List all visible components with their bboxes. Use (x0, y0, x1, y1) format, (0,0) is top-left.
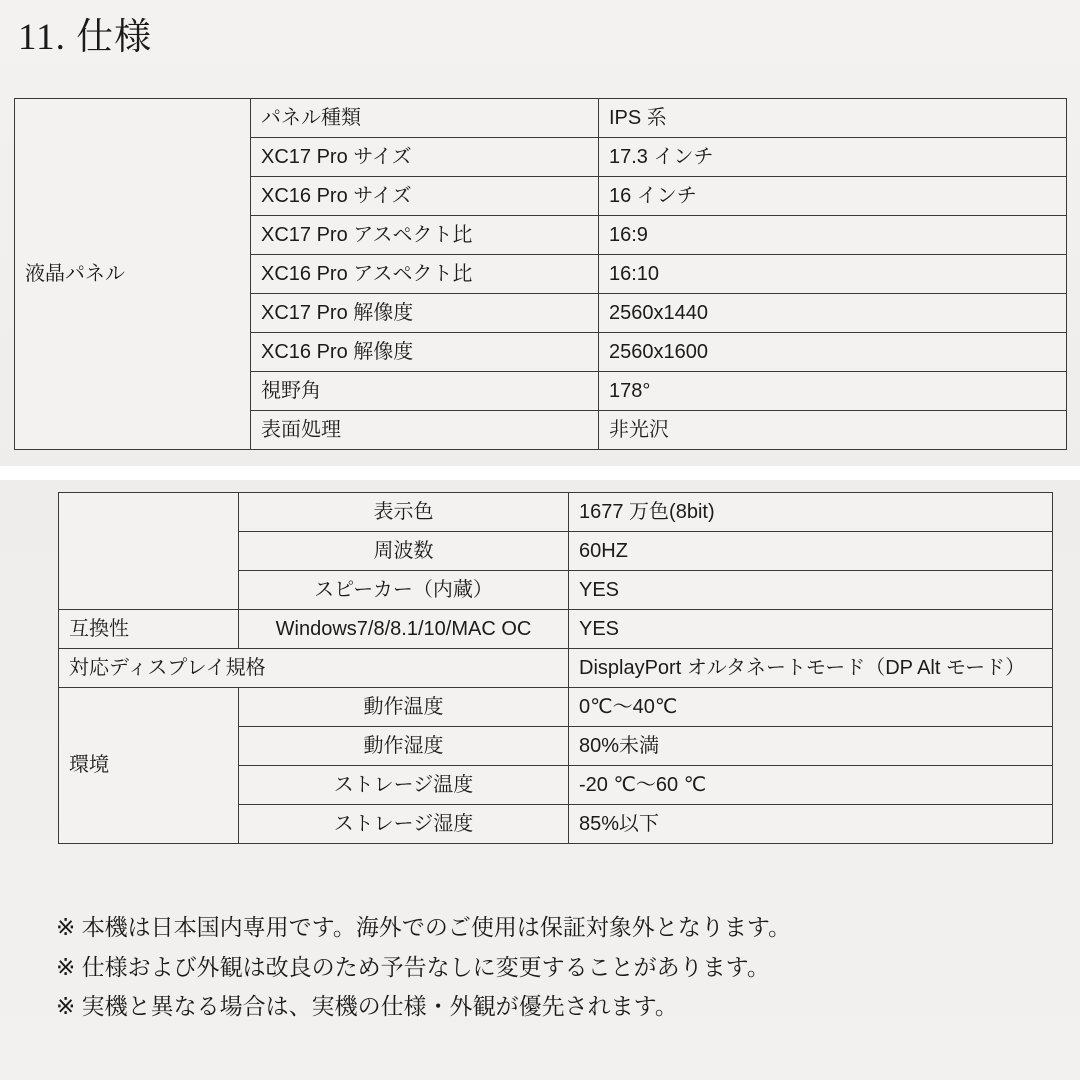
display-standard-value: DisplayPort オルタネートモード（DP Alt モード） (569, 649, 1053, 688)
table-row (15, 99, 1067, 138)
page-fold-band (0, 466, 1080, 480)
spec-item: 動作湿度 (239, 727, 569, 766)
spec-value: 16:9 (599, 216, 1067, 255)
table-row-compatibility (59, 610, 1053, 649)
spec-value: 2560x1600 (599, 333, 1067, 372)
spec-table-general (58, 492, 1053, 844)
spec-item: XC17 Pro サイズ (251, 138, 599, 177)
spec-value: 16 インチ (599, 177, 1067, 216)
compatibility-value: YES (569, 610, 1053, 649)
compatibility-item: Windows7/8/8.1/10/MAC OC (239, 610, 569, 649)
panel-group-label: 液晶パネル (15, 99, 251, 450)
spec-item: XC16 Pro アスペクト比 (251, 255, 599, 294)
spec-value: -20 ℃～60 ℃ (569, 766, 1053, 805)
table-row (59, 493, 1053, 532)
spec-item: 動作温度 (239, 688, 569, 727)
note-item: ※ 本機は日本国内専用です。海外でのご使用は保証対象外となります。 (56, 914, 791, 940)
spec-value: 17.3 インチ (599, 138, 1067, 177)
spec-item: XC17 Pro アスペクト比 (251, 216, 599, 255)
spec-value: 2560x1440 (599, 294, 1067, 333)
spec-value: 85%以下 (569, 805, 1053, 844)
spec-value: 1677 万色(8bit) (569, 493, 1053, 532)
note-item: ※ 実機と異なる場合は、実機の仕様・外観が優先されます。 (56, 993, 678, 1020)
spec-item: 視野角 (251, 372, 599, 411)
spec-value: YES (569, 571, 1053, 610)
table-row (59, 688, 1053, 727)
spec-item: XC16 Pro サイズ (251, 177, 599, 216)
blank-group-label (59, 493, 239, 610)
display-standard-label: 対応ディスプレイ規格 (59, 649, 569, 688)
spec-item: スピーカー（内蔵） (239, 571, 569, 610)
spec-item: XC17 Pro 解像度 (251, 294, 599, 333)
spec-value: 非光沢 (599, 411, 1067, 450)
spec-table-panel (14, 98, 1067, 450)
spec-value: 0℃～40℃ (569, 688, 1053, 727)
spec-value: IPS 系 (599, 99, 1067, 138)
spec-item: ストレージ湿度 (239, 805, 569, 844)
environment-group-label: 環境 (59, 688, 239, 844)
spec-item: XC16 Pro 解像度 (251, 333, 599, 372)
page-title: 11. 仕様 (18, 17, 153, 58)
compatibility-group-label: 互換性 (59, 610, 239, 649)
spec-item: パネル種類 (251, 99, 599, 138)
spec-item: 表示色 (239, 493, 569, 532)
spec-value: 178° (599, 372, 1067, 411)
note-item: ※ 仕様および外観は改良のため予告なしに変更することがあります。 (56, 953, 770, 980)
spec-value: 80%未満 (569, 727, 1053, 766)
notes-list (56, 908, 1056, 1027)
spec-item: ストレージ温度 (239, 766, 569, 805)
spec-item: 周波数 (239, 532, 569, 571)
spec-value: 16:10 (599, 255, 1067, 294)
spec-item: 表面処理 (251, 411, 599, 450)
spec-value: 60HZ (569, 532, 1053, 571)
table-row-display-standard (59, 649, 1053, 688)
